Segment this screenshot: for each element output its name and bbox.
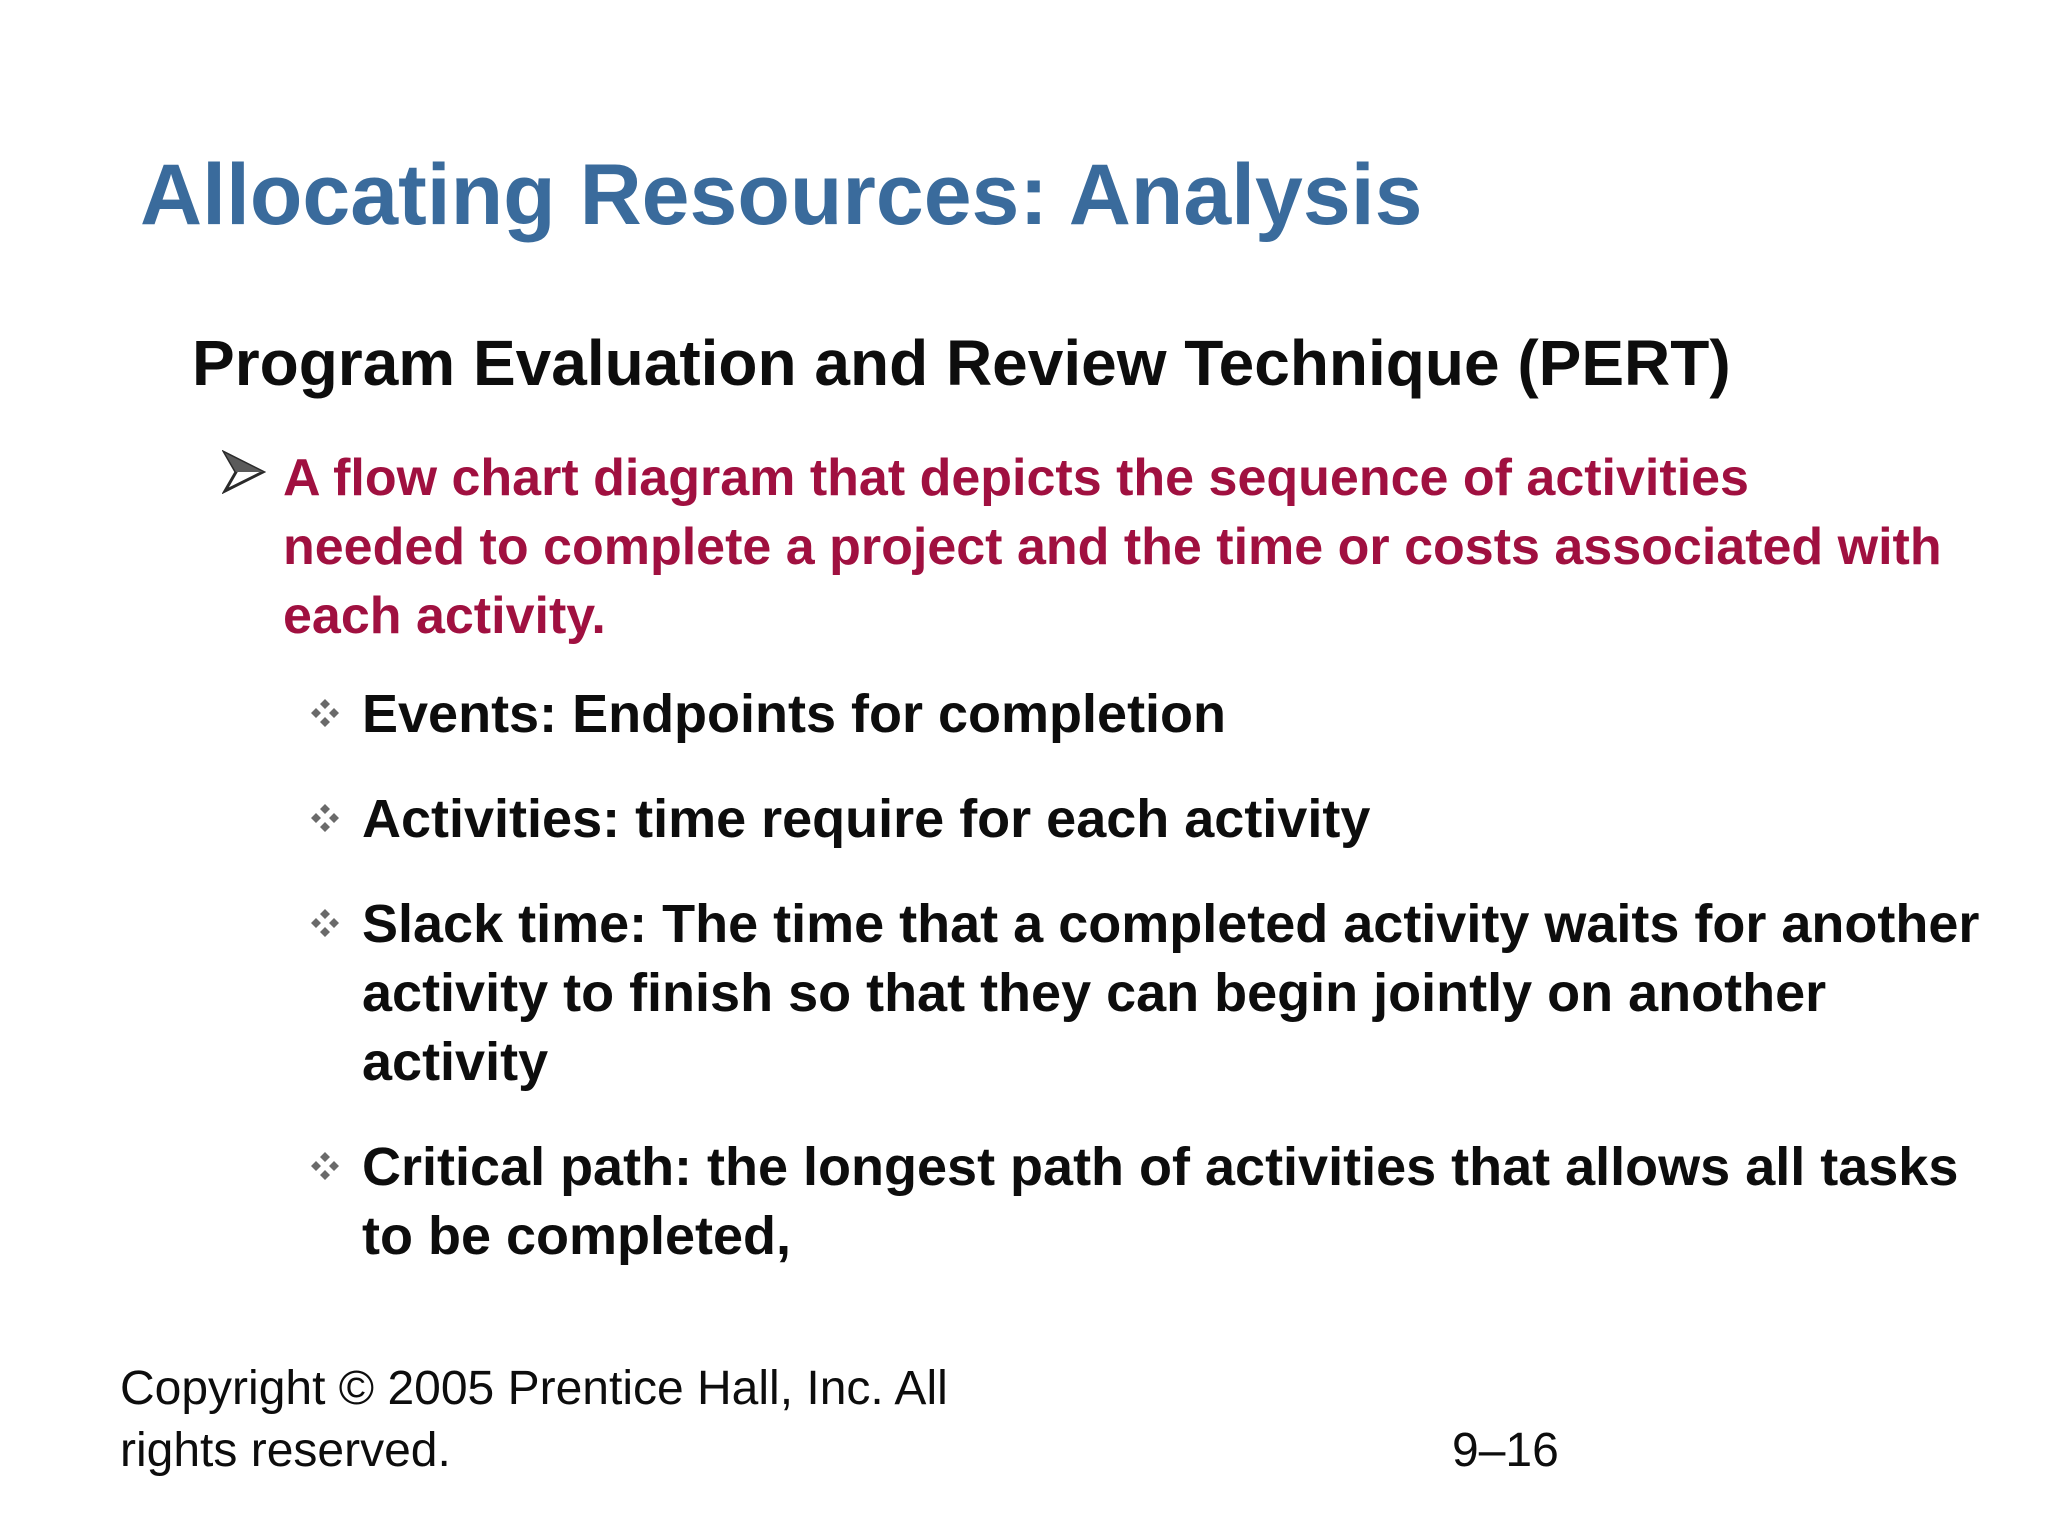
list-item <box>310 680 2002 749</box>
copyright-notice: Copyright © 2005 Prentice Hall, Inc. All rights reserved. <box>120 1362 948 1477</box>
bullet-text-slack-time: Slack time: The time that a completed activity waits for another activity to finish so that they can begin jointly on another activity <box>362 894 1980 1092</box>
list-item <box>310 890 2002 1097</box>
arrowhead-bullet-icon <box>222 450 266 494</box>
bullet-text-activities: Activities: time require for each activity <box>362 789 1371 849</box>
bullet-text-critical-path: Critical path: the longest path of activities that allows all tasks to be completed, <box>362 1137 1959 1266</box>
list-item <box>310 785 2002 854</box>
list-item <box>310 1133 2002 1271</box>
four-diamond-bullet-icon <box>310 803 340 833</box>
bullet-text-events: Events: Endpoints for completion <box>362 684 1227 744</box>
four-diamond-bullet-icon <box>310 698 340 728</box>
sub-bullet-list <box>310 680 2010 1307</box>
slide-subtitle: Program Evaluation and Review Technique (PERT) <box>192 327 1731 399</box>
four-diamond-bullet-icon <box>310 908 340 938</box>
slide-title: Allocating Resources: Analysis <box>140 147 1423 243</box>
main-point-text: A flow chart diagram that depicts the sequence of activities needed to complete a project and the time or costs associated with each activity. <box>283 449 1942 645</box>
page-number: 9–16 <box>1452 1424 1559 1477</box>
four-diamond-bullet-icon <box>310 1151 340 1181</box>
